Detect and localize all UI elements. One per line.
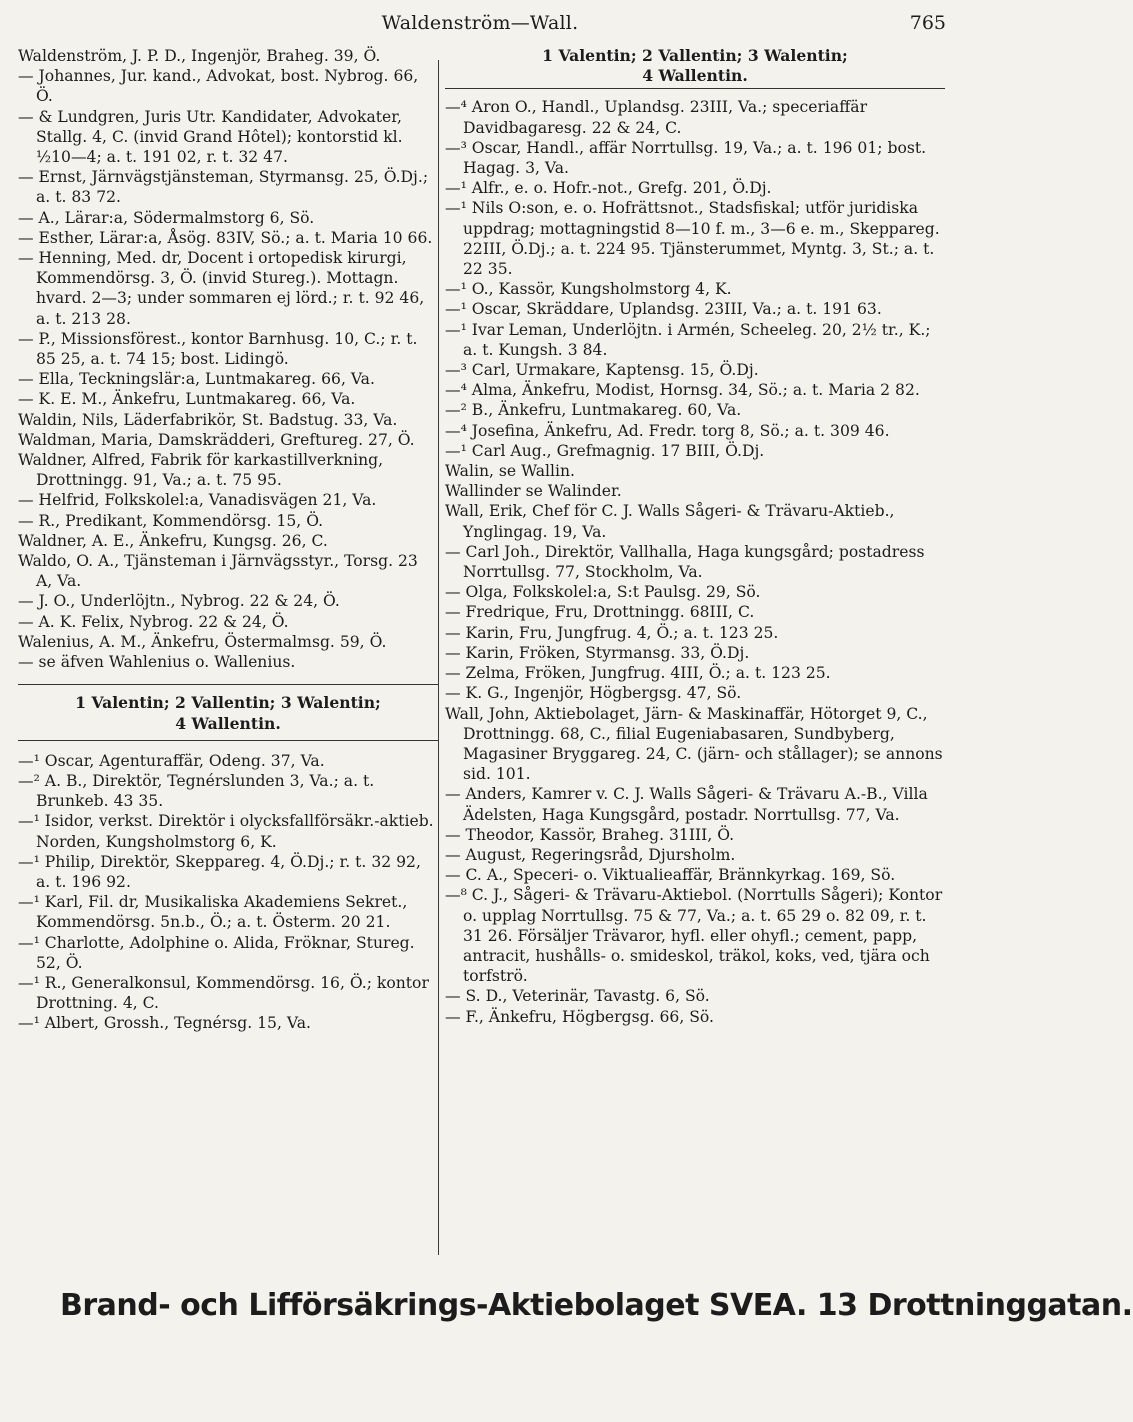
directory-entry: — Theodor, Kassör, Braheg. 31III, Ö. (445, 825, 735, 844)
left-column (18, 46, 438, 1034)
directory-entry: —¹ O., Kassör, Kungsholmstorg 4, K. (445, 280, 732, 299)
directory-entry: — Zelma, Fröken, Jungfrug. 4III, Ö.; a. t. 123 25. (445, 664, 831, 683)
directory-entry: — F., Änkefru, Högbergsg. 66, Sö. (445, 1007, 714, 1026)
directory-entry: Walin, se Wallin. (445, 462, 576, 481)
directory-entry: — Karin, Fröken, Styrmansg. 33, Ö.Dj. (445, 643, 750, 662)
directory-entry: —¹ Ivar Leman, Underlöjtn. i Armén, Scheeleg. 20, 2½ tr., K.; a. t. Kungsh. 3 84. (445, 320, 931, 359)
directory-entry: Waldner, Alfred, Fabrik för karkastillverkning, Drottningg. 91, Va.; a. t. 75 95. (18, 451, 384, 490)
directory-entry: —⁴ Alma, Änkefru, Modist, Hornsg. 34, Sö.; a. t. Maria 2 82. (445, 381, 920, 400)
directory-entry: — Johannes, Jur. kand., Advokat, bost. Nybrog. 66, Ö. (18, 67, 419, 106)
directory-entry: —⁴ Josefina, Änkefru, Ad. Fredr. torg 8, Sö.; a. t. 309 46. (445, 421, 890, 440)
directory-entry: —¹ R., Generalkonsul, Kommendörsg. 16, Ö.; kontor Drottning. 4, C. (18, 973, 429, 1013)
directory-entry: Waldman, Maria, Damskrädderi, Greftureg. 27, Ö. (18, 430, 415, 449)
directory-entry: —⁴ Aron O., Handl., Uplandsg. 23III, Va.; speceriaffär Davidbagaresg. 22 & 24, C. (445, 98, 868, 137)
directory-entry: — Henning, Med. dr, Docent i ortopedisk kirurgi, Kommendörsg. 3, Ö. (invid Stureg.). Mottagn. hvard. 2—3; under sommaren ej lörd.; r. t. 92 46, a. t. 213 28. (18, 249, 425, 328)
directory-entry: —² A. B., Direktör, Tegnérslunden 3, Va.; a. t. Brunkeb. 43 35. (18, 771, 375, 811)
column-divider (438, 60, 439, 1255)
directory-entry: — A., Lärar:a, Södermalmstorg 6, Sö. (18, 208, 315, 227)
directory-entry: —¹ Karl, Fil. dr, Musikaliska Akademiens Sekret., Kommendörsg. 5n.b., Ö.; a. t. Österm. 20 21. (18, 893, 408, 932)
directory-entry: Waldenström, J. P. D., Ingenjör, Braheg. 39, Ö. (18, 47, 381, 65)
directory-entry: — & Lundgren, Juris Utr. Kandidater, Advokater, Stallg. 4, C. (invid Grand Hôtel); kontorstid kl. ½10—4; a. t. 191 02, r. t. 32 47. (18, 107, 403, 167)
directory-entry: —⁸ C. J., Sågeri- & Trävaru-Aktiebol. (Norrtulls Sågeri); Kontor o. upplag Norrtullsg. 75 & 77, Va.; a. t. 65 29 o. 82 09, r. t. 31 26. Försäljer Trävaror, hyfl. eller ohyfl.; cement, papp, antracit, hushålls- o. smideskol, träkol, koks, ved, tjära och torfströ. (445, 886, 943, 986)
directory-entry: —¹ Philip, Direktör, Skeppareg. 4, Ö.Dj.; r. t. 32 92, a. t. 196 92. (18, 852, 421, 891)
left-box-line1: 1 Valentin; 2 Vallentin; 3 Walentin; (75, 693, 381, 713)
directory-entry: — C. A., Speceri- o. Viktualieaffär, Brännkyrkag. 169, Sö. (445, 866, 896, 885)
directory-entry: — Helfrid, Folkskolel:a, Vanadisvägen 21, Va. (18, 491, 377, 510)
directory-entry: — Fredrique, Fru, Drottningg. 68III, C. (445, 603, 755, 622)
directory-entry: — J. O., Underlöjtn., Nybrog. 22 & 24, Ö. (18, 592, 340, 611)
directory-entry: —¹ Oscar, Skräddare, Uplandsg. 23III, Va.; a. t. 191 63. (445, 300, 882, 319)
directory-entry: —² B., Änkefru, Luntmakareg. 60, Va. (445, 401, 742, 420)
directory-entry: —¹ Oscar, Agenturaffär, Odeng. 37, Va. (18, 751, 325, 770)
directory-entry: — Carl Joh., Direktör, Vallhalla, Haga kungsgård; postadress Norrtullsg. 77, Stockholm, Va. (445, 542, 925, 582)
directory-entry: Walenius, A. M., Änkefru, Östermalmsg. 59, Ö. (18, 632, 387, 651)
directory-entry: — Olga, Folkskolel:a, S:t Paulsg. 29, Sö. (445, 583, 761, 602)
footer-advertisement: Brand- och Lifförsäkrings-Aktiebolaget SVEA. 13 Drottninggatan. (60, 1288, 1133, 1323)
directory-entry: —³ Oscar, Handl., affär Norrtullsg. 19, Va.; a. t. 196 01; bost. Hagag. 3, Va. (445, 138, 927, 178)
directory-entry: — S. D., Veterinär, Tavastg. 6, Sö. (445, 987, 710, 1006)
directory-entry: — R., Predikant, Kommendörsg. 15, Ö. (18, 511, 324, 530)
directory-entry: — August, Regeringsråd, Djursholm. (445, 845, 736, 864)
directory-entry: — se äfven Wahlenius o. Wallenius. (18, 653, 296, 672)
left-entries (18, 46, 438, 672)
directory-entry: —³ Carl, Urmakare, Kaptensg. 15, Ö.Dj. (445, 361, 759, 380)
directory-entry: —¹ Carl Aug., Grefmagnig. 17 BIII, Ö.Dj. (445, 441, 765, 460)
directory-entry: —¹ Charlotte, Adolphine o. Alida, Fröknar, Stureg. 52, Ö. (18, 933, 415, 972)
directory-entry: —¹ Alfr., e. o. Hofr.-not., Grefg. 201, Ö.Dj. (445, 179, 772, 198)
directory-entry: Waldin, Nils, Läderfabrikör, St. Badstug. 33, Va. (18, 410, 398, 429)
directory-entry: Waldo, O. A., Tjänsteman i Järnvägsstyr., Torsg. 23 A, Va. (18, 552, 418, 591)
page-number: 765 (909, 12, 946, 34)
directory-entry: — Esther, Lärar:a, Åsög. 83IV, Sö.; a. t. Maria 10 66. (18, 228, 433, 247)
directory-entry: — K. E. M., Änkefru, Luntmakareg. 66, Va. (18, 390, 356, 409)
directory-entry: Wallinder se Walinder. (445, 482, 622, 501)
left-name-variants-box (18, 684, 438, 740)
page-title: Waldenström—Wall. (381, 12, 579, 34)
left-box-line2: 4 Wallentin. (175, 713, 281, 733)
directory-entry: —¹ Isidor, verkst. Direktör i olycksfallförsäkr.-aktieb. Norden, Kungsholmstorg 6, K. (18, 812, 434, 851)
directory-entry: — A. K. Felix, Nybrog. 22 & 24, Ö. (18, 612, 289, 631)
right-entries (445, 97, 945, 1026)
directory-entry: Waldner, A. E., Änkefru, Kungsg. 26, C. (18, 531, 328, 550)
right-box-line2: 4 Wallentin. (642, 66, 748, 86)
directory-entry: — Karin, Fru, Jungfrug. 4, Ö.; a. t. 123 25. (445, 623, 779, 642)
directory-entry: —¹ Albert, Grossh., Tegnérsg. 15, Va. (18, 1014, 311, 1033)
directory-entry: — P., Missionsförest., kontor Barnhusg. 10, C.; r. t. 85 25, a. t. 74 15; bost. Lidingö. (18, 329, 418, 369)
right-box-line1: 1 Valentin; 2 Vallentin; 3 Walentin; (542, 46, 848, 65)
left-entries-b (18, 751, 438, 1034)
directory-entry: — Anders, Kamrer v. C. J. Walls Sågeri- & Trävaru A.-B., Villa Ädelsten, Haga Kungsgård, postadr. Norrtullsg. 77, Va. (445, 785, 928, 824)
right-column (445, 46, 945, 1027)
directory-entry: Wall, John, Aktiebolaget, Järn- & Maskinaffär, Hötorget 9, C., Drottningg. 68, C., filial Eugeniabasaren, Sundbyberg, Magasiner Bryggareg. 24, C. (järn- och stållager); se annons sid. 101. (445, 704, 943, 784)
directory-entry: Wall, Erik, Chef för C. J. Walls Sågeri- & Trävaru-Aktieb., Ynglingag. 19, Va. (445, 502, 895, 541)
directory-entry: — Ella, Teckningslär:a, Luntmakareg. 66, Va. (18, 370, 375, 389)
right-name-variants-box (445, 46, 945, 89)
directory-entry: —¹ Nils O:son, e. o. Hofrättsnot., Stadsfiskal; utför juridiska uppdrag; mottagningstid 8—10 f. m., 3—6 e. m., Skeppareg. 22III, Ö.Dj.; a. t. 224 95. Tjänsterummet, Myntg. 3, St.; a. t. 22 35. (445, 199, 940, 279)
directory-entry: — Ernst, Järnvägstjänsteman, Styrmansg. 25, Ö.Dj.; a. t. 83 72. (18, 168, 429, 207)
directory-entry: — K. G., Ingenjör, Högbergsg. 47, Sö. (445, 684, 742, 703)
